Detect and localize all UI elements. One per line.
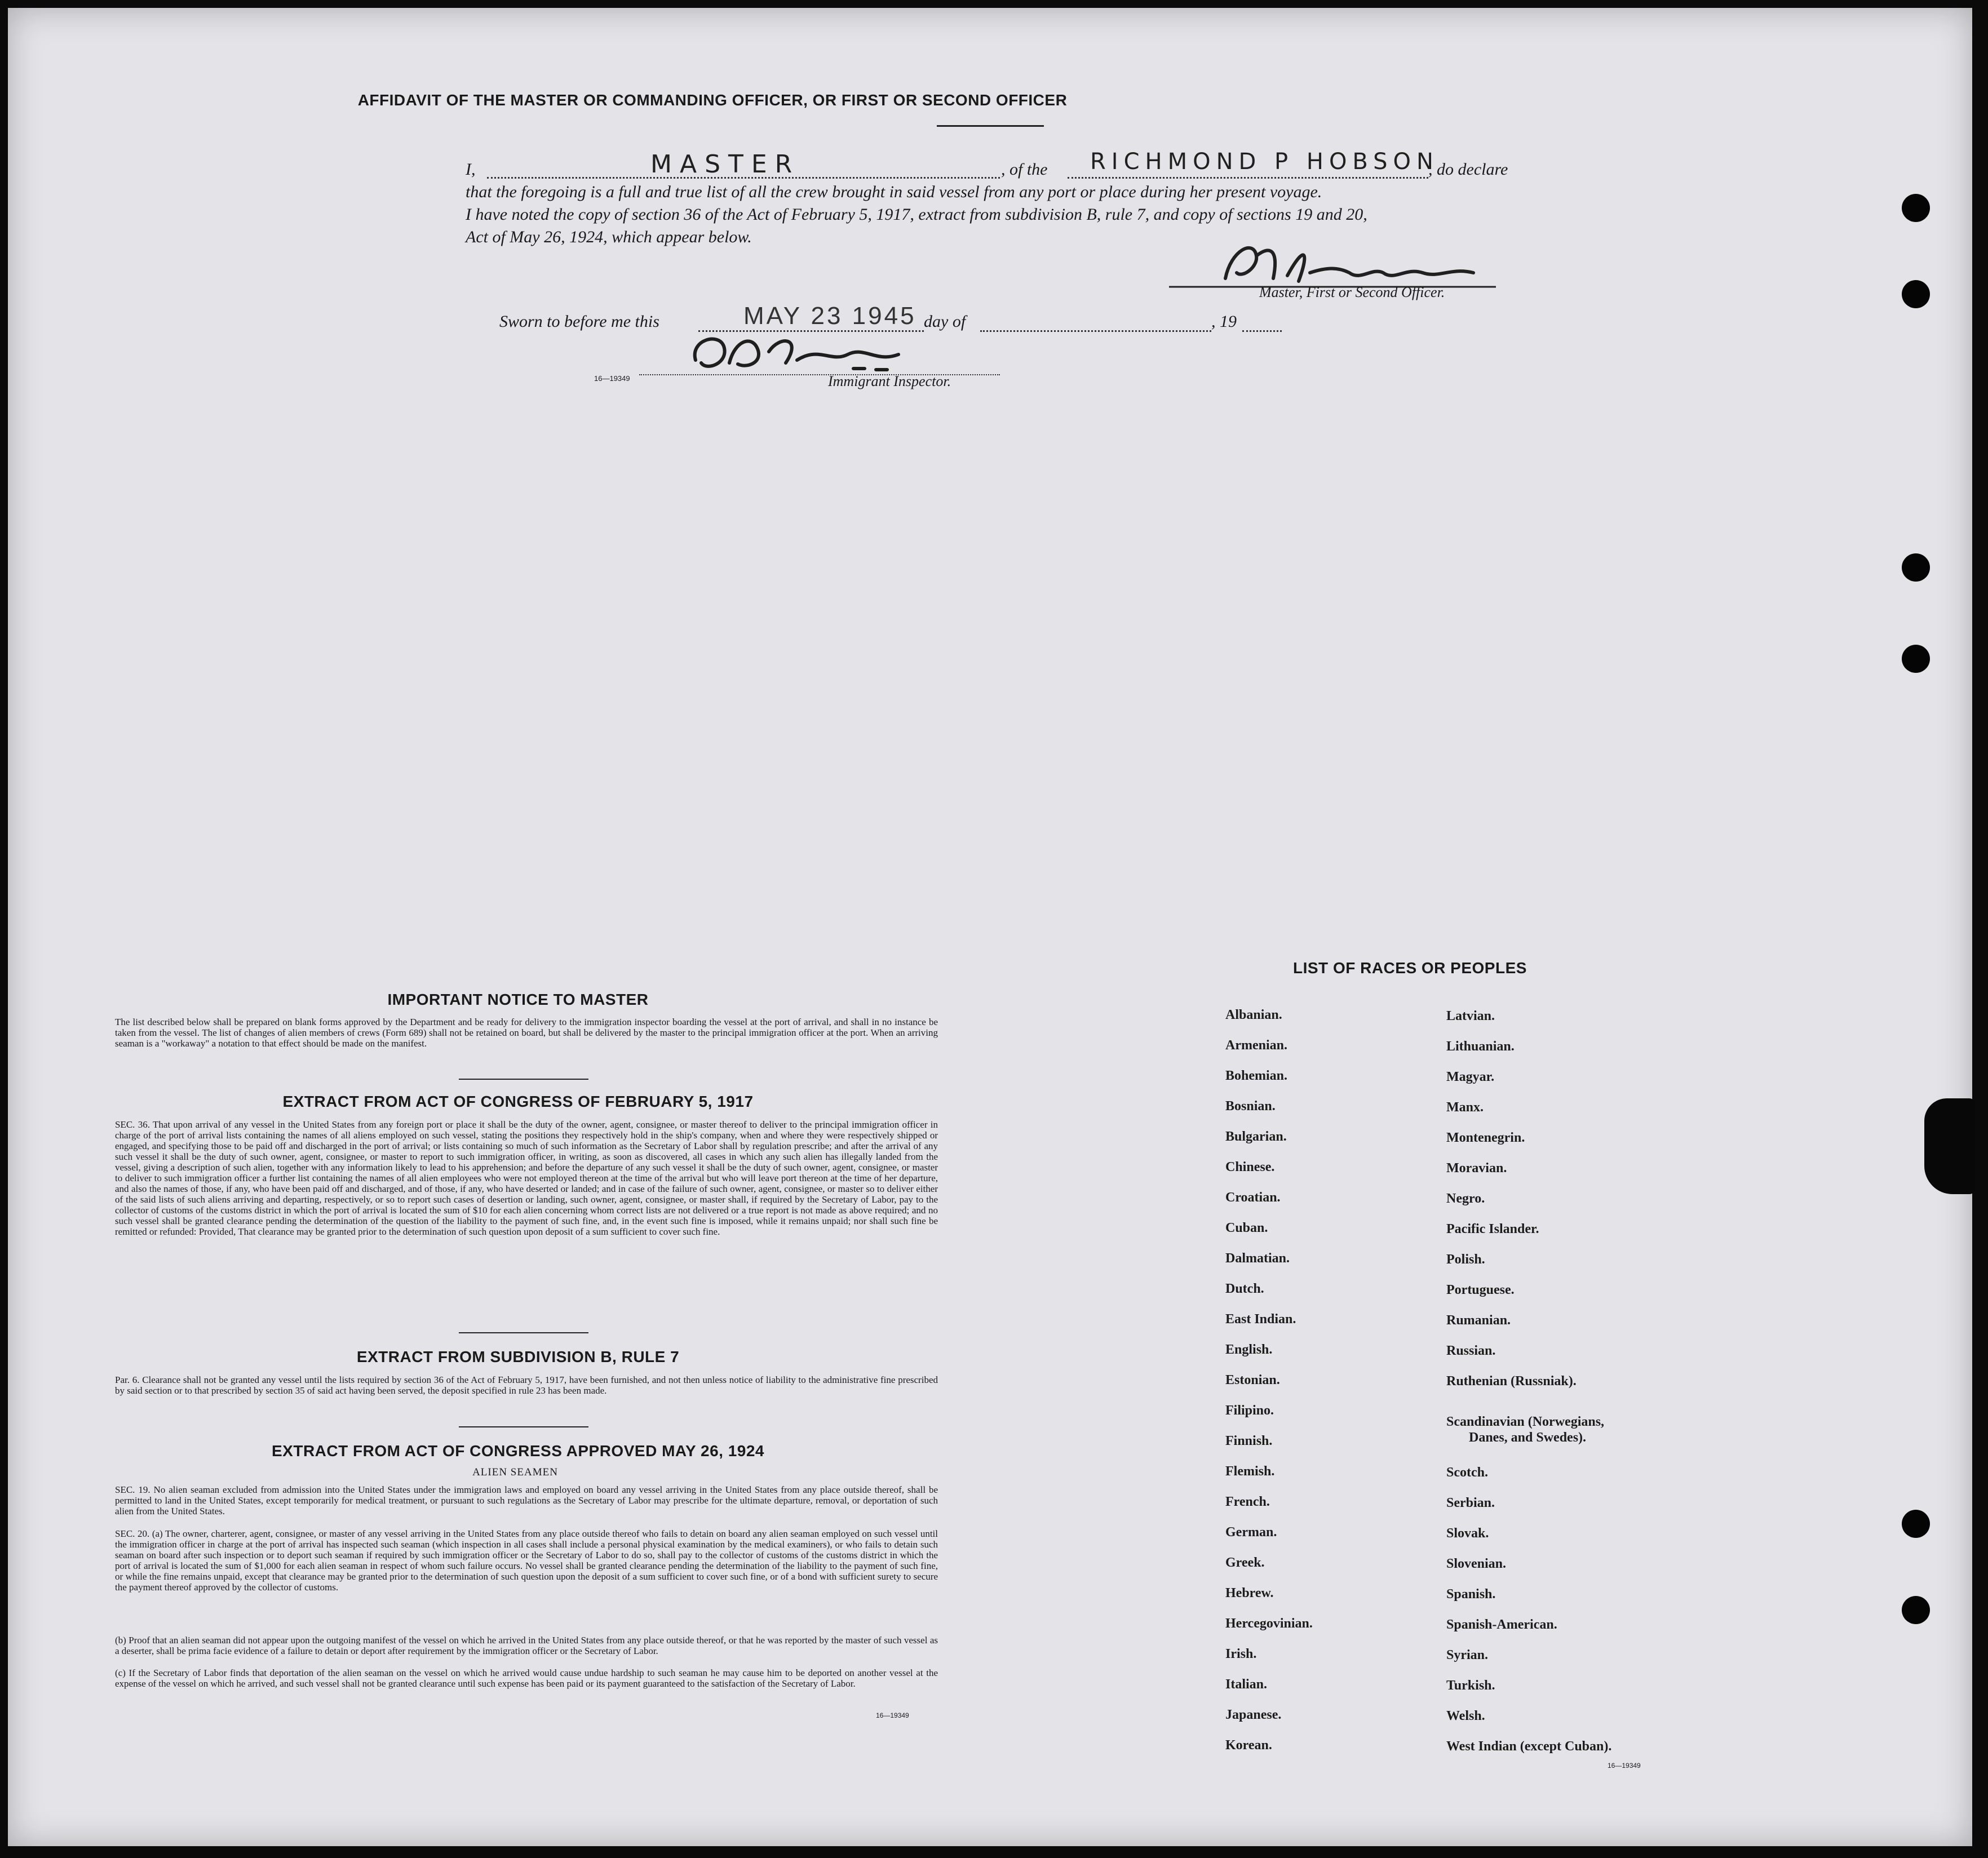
race-left: Estonian. [1225,1373,1280,1387]
race-left: Greek. [1225,1555,1265,1570]
document-page [8,8,1972,1846]
divider [459,1079,588,1080]
handwritten-title: MASTER [650,150,800,179]
extract-1917-title: EXTRACT FROM ACT OF CONGRESS OF FEBRUARY 5, 1917 [282,1093,754,1110]
affidavit-line4: Act of May 26, 1924, which appear below. [466,228,752,246]
races-title: LIST OF RACES OR PEOPLES [1293,959,1527,977]
race-left: Filipino. [1225,1403,1274,1418]
race-right: Magyar. [1446,1070,1495,1084]
race-right: Serbian. [1446,1496,1495,1510]
notice-title: IMPORTANT NOTICE TO MASTER [387,991,649,1008]
rule7-title: EXTRACT FROM SUBDIVISION B, RULE 7 [356,1348,680,1365]
year-blank [1242,330,1282,332]
race-left: Hercegovinian. [1225,1616,1313,1631]
sec-20a: SEC. 20. (a) The owner, charterer, agent, consignee, or master of any vessel arriving in the United States from any place outside thereof who fails to detain on board any alien seaman employed on such vessel until the immigration officer in charge at the port of arrival has inspected such seaman (which inspection in all cases shall include a personal physical examination by the medical examiners), or who fails to detain such seaman on board after such inspection or to deport such seaman if required by such immigration officer or the Secretary of Labor to do so, shall pay to the collector of customs of the customs district in which the port of arrival is located the sum of $1,000 for each alien seaman in respect of whom such failure occurs. No vessel shall be granted clearance pending the determination of the liability to the payment of such fine, or while the fine remains unpaid, except that clearance may be granted prior to the determination of such question upon the deposit of a sum sufficient to cover such fine, or of a bond with sufficient surety to secure the payment thereof approved by the collector of customs. [115,1528,938,1593]
race-right: Lithuanian. [1446,1039,1515,1054]
date-stamp: MAY 23 1945 [743,302,916,330]
race-left: Bosnian. [1225,1099,1276,1114]
divider [459,1426,588,1427]
race-right: Rumanian. [1446,1313,1511,1328]
race-left: Cuban. [1225,1221,1268,1235]
handwritten-vessel-name: RICHMOND P HOBSON [1090,149,1439,175]
race-right: Scotch. [1446,1465,1488,1480]
race-left: Finnish. [1225,1434,1273,1448]
day-of-label: day of [924,312,966,331]
rule7-body: Par. 6. Clearance shall not be granted any vessel until the lists required by section 36 of the Act of February 5, 1917, have been furnished, and not then unless notice of liability to the administrative fine prescribed by said section or to that prescribed by section 35 of said act having been served, the deposit specified in rule 23 has been made. [115,1374,938,1396]
race-right: Slovenian. [1446,1557,1507,1571]
divider [937,125,1044,127]
form-number: 16—19349 [1608,1762,1641,1770]
race-left: East Indian. [1225,1312,1296,1327]
race-left: Chinese. [1225,1160,1275,1174]
race-left: Croatian. [1225,1190,1281,1205]
inspector-caption: Immigrant Inspector. [828,373,951,389]
race-right: Danes, and Swedes). [1469,1430,1587,1445]
race-left: Dutch. [1225,1281,1264,1296]
form-number: 16—19349 [594,374,630,383]
race-left: Bulgarian. [1225,1129,1287,1144]
torn-edge [1924,1098,1975,1194]
inspector-signature [684,329,944,380]
race-left: Korean. [1225,1738,1272,1753]
month-blank [980,330,1211,332]
binder-hole [1902,1510,1930,1538]
race-right: Welsh. [1446,1709,1485,1723]
race-left: Flemish. [1225,1464,1275,1479]
race-left: English. [1225,1342,1273,1357]
sworn-label: Sworn to before me this [499,312,659,331]
race-right: Polish. [1446,1252,1485,1267]
binder-hole [1902,1596,1930,1624]
year-suffix: , 19 [1211,312,1237,331]
vessel-blank [1068,177,1428,179]
race-right: West Indian (except Cuban). [1446,1739,1612,1754]
race-right: Portuguese. [1446,1283,1515,1297]
race-left: Armenian. [1225,1038,1287,1053]
race-left: Hebrew. [1225,1586,1274,1600]
race-right: Russian. [1446,1343,1496,1358]
affidavit-title: AFFIDAVIT OF THE MASTER OR COMMANDING OFFICER, OR FIRST OR SECOND OFFICER [357,91,1068,109]
race-right: Moravian. [1446,1161,1507,1176]
race-right: Turkish. [1446,1678,1495,1693]
binder-hole [1902,645,1930,673]
form-number: 16—19349 [876,1711,909,1719]
extract-1917-body: SEC. 36. That upon arrival of any vessel in the United States from any foreign port or place it shall be the duty of the owner, agent, consignee, or master thereof to deliver to the principal immigration officer in charge of the port of arrival lists containing the names of all aliens employed on such vessel, stating the positions they respectively hold in the ship's company, when and where they were respectively shipped or engaged, and specifying those to be paid off and discharged in the port of arrival; or lists containing so much of such information as the Secretary of Labor shall by regulation prescribe; and after the arrival of any such vessel it shall be the duty of such owner, agent, consignee, or master to report to such immigration officer, in writing, as soon as discovered, all cases in which any such alien has illegally landed from the vessel, giving a description of such alien, together with any information likely to lead to his apprehension; and before the departure of any such vessel it shall be the duty of such owner, agent, consignee, or master to deliver to such immigration officer a further list containing the names of all alien employees who were not employed thereon at the time of the arrival but who will leave port thereon at the time of her departure, and also the names of those, if any, who have been paid off and discharged, and of those, if any, who have deserted or landed; and in case of the failure of such owner, agent, consignee, or master so to deliver either of the said lists of such aliens arriving and departing, respectively, or so to report such cases of desertion or landing, such owner, agent, consignee, or master shall, if required by the Secretary of Labor, pay to the collector of customs of the customs district in which the port of arrival is located the sum of $10 for each alien concerning whom correct lists are not delivered or a true report is not made as above required; and no such vessel shall be granted clearance pending the determination of the question of the liability to the payment of such fine, and, in the event such fine is imposed, while it remains unpaid; nor shall such fine be remitted or refunded: Provided, That clearance may be granted prior to the determination of such question upon deposit of a sum sufficient to cover such fine. [115,1119,938,1237]
race-right: Spanish. [1446,1587,1496,1602]
affidavit-of-the: , of the [1001,160,1048,179]
race-right: Pacific Islander. [1446,1222,1539,1236]
race-right: Negro. [1446,1191,1485,1206]
extract-1924-title: EXTRACT FROM ACT OF CONGRESS APPROVED MAY 26, 1924 [272,1442,764,1460]
binder-hole [1902,553,1930,582]
race-right: Scandinavian (Norwegians, [1446,1414,1605,1429]
race-left: German. [1225,1525,1277,1540]
affidavit-line2: that the foregoing is a full and true list of all the crew brought in said vessel from any port or place during her present voyage. [466,183,1322,201]
race-left: Bohemian. [1225,1068,1288,1083]
sec-20c: (c) If the Secretary of Labor finds that deportation of the alien seaman on the vessel on which he arrived would cause undue hardship to such seaman he may cause him to be deported on another vessel at the expense of the vessel on which he arrived, and such vessel shall not be granted clearance until such expense has been paid or its payment guaranteed to the satisfaction of the Secretary of Labor. [115,1668,938,1689]
divider [459,1332,588,1333]
alien-seamen-subtitle: ALIEN SEAMEN [472,1466,558,1478]
race-right: Syrian. [1446,1648,1489,1662]
race-left: Albanian. [1225,1008,1282,1022]
race-right: Slovak. [1446,1526,1489,1541]
binder-hole [1902,194,1930,222]
race-left: French. [1225,1495,1270,1509]
race-left: Dalmatian. [1225,1251,1290,1266]
affidavit-declare: , do declare [1428,160,1508,179]
race-right: Manx. [1446,1100,1484,1115]
race-right: Montenegrin. [1446,1130,1525,1145]
sec-20b: (b) Proof that an alien seaman did not appear upon the outgoing manifest of the vessel on which he arrived in the United States from any place outside thereof, or that he was reported by the master of such vessel as a deserter, shall be prima facie evidence of a failure to detain or deport after requirement by the immigration officer or the Secretary of Labor. [115,1635,938,1656]
race-right: Latvian. [1446,1009,1495,1023]
race-left: Irish. [1225,1647,1257,1661]
race-left: Italian. [1225,1677,1268,1692]
affidavit-i: I, [466,160,476,179]
race-right: Ruthenian (Russniak). [1446,1374,1577,1389]
race-right: Spanish-American. [1446,1617,1557,1632]
notice-body: The list described below shall be prepared on blank forms approved by the Department and be ready for delivery to the immigration inspector boarding the vessel at the port of arrival, and shall in no instance be taken from the vessel. The list of changes of alien members of crews (Form 689) shall not be retained on board, but shall be delivered by the master to the principal immigration officer at the port. When an arriving seaman is a "workaway" a notation to that effect should be made on the manifest. [115,1017,938,1049]
sec-19: SEC. 19. No alien seaman excluded from admission into the United States under the immigration laws and employed on board any vessel arriving in the United States from any place outside thereof, shall be permitted to land in the United States, except temporarily for medical treatment, or pursuant to such regulations as the Secretary of Labor may prescribe for the ultimate departure, removal, or deportation of such alien from the United States. [115,1484,938,1516]
affidavit-line3: I have noted the copy of section 36 of the Act of February 5, 1917, extract from subdivision B, rule 7, and copy of sections 19 and 20, [466,205,1367,224]
binder-hole [1902,280,1930,308]
officer-caption: Master, First or Second Officer. [1259,284,1445,300]
race-left: Japanese. [1225,1708,1282,1722]
